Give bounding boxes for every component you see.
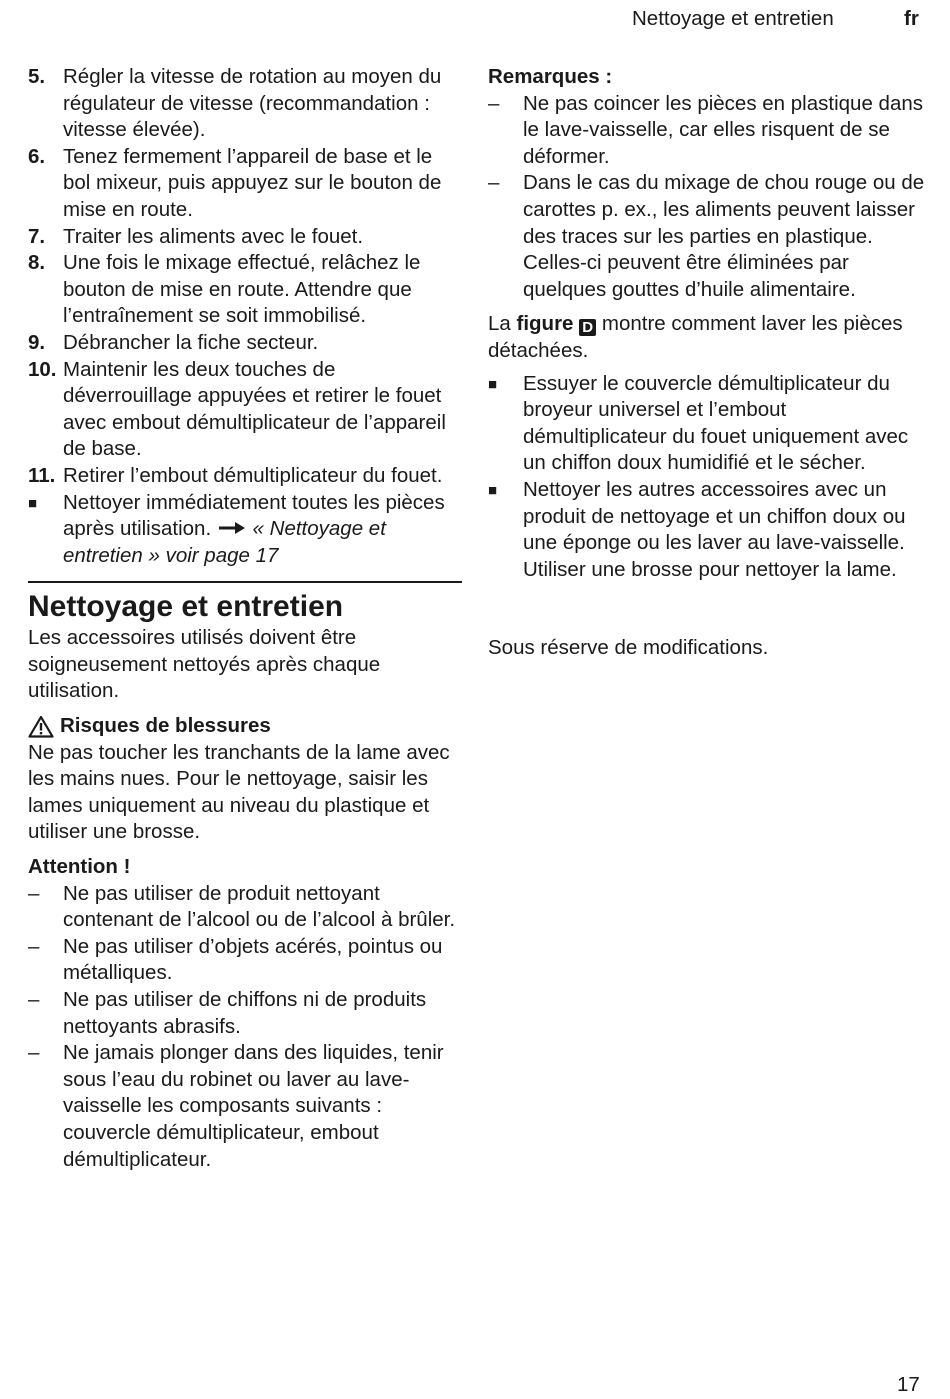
step-text: Maintenir les deux touches de déverrouillage appuyées et retirer le fouet avec embout démultiplicateur de l’appareil de base. xyxy=(63,357,446,461)
step-number: 9. xyxy=(28,330,46,354)
step-item xyxy=(28,357,462,463)
figure-letter-badge: D xyxy=(579,319,596,336)
step-item xyxy=(28,463,462,490)
step-text: Régler la vitesse de rotation au moyen du régulateur de vitesse (recommandation : vitesse élevée). xyxy=(63,65,442,142)
page-number: 17 xyxy=(897,1373,920,1396)
clean-item xyxy=(488,371,928,477)
square-bullet: ■ xyxy=(488,375,498,393)
language-code: fr xyxy=(904,7,919,30)
step-number: 6. xyxy=(28,144,46,168)
clean-step-item xyxy=(28,490,462,570)
attention-item xyxy=(28,987,462,1040)
dash-bullet: – xyxy=(28,934,40,958)
warning-title: Risques de blessures xyxy=(60,714,271,738)
figure-note xyxy=(488,311,928,364)
page-header xyxy=(0,6,950,32)
section-title: Nettoyage et entretien xyxy=(28,590,344,624)
remarks-title: Remarques : xyxy=(488,65,613,88)
attention-list xyxy=(28,881,462,1174)
step-text: Traiter les aliments avec le fouet. xyxy=(63,224,364,248)
dash-bullet: – xyxy=(28,1041,40,1065)
dash-bullet: – xyxy=(28,881,40,905)
warning-heading xyxy=(28,713,462,740)
attention-item xyxy=(28,881,462,934)
right-column xyxy=(488,64,928,662)
left-column xyxy=(28,64,462,1173)
clean-step-text: Nettoyer immédiatement toutes les pièces après utilisation. xyxy=(63,490,445,541)
attention-item-text: Ne pas utiliser de chiffons ni de produits nettoyants abrasifs. xyxy=(63,988,427,1038)
disclaimer-note: Sous réserve de modifications. xyxy=(488,636,769,660)
clean-item-text: Essuyer le couvercle démultiplicateur du broyeur universel et l’embout démultiplicateur du fouet uniquement avec un chiffon doux humidifié et le sécher. xyxy=(523,371,909,475)
dash-bullet: – xyxy=(488,91,500,115)
attention-item xyxy=(28,934,462,987)
step-item xyxy=(28,224,462,251)
step-item xyxy=(28,250,462,330)
step-number: 5. xyxy=(28,65,46,88)
step-number: 11. xyxy=(28,463,56,487)
attention-item-text: Ne pas utiliser d’objets acérés, pointus ou métalliques. xyxy=(63,934,443,985)
remark-item xyxy=(488,170,928,303)
attention-item xyxy=(28,1040,462,1173)
attention-item-text: Ne pas utiliser de produit nettoyant contenant de l’alcool ou de l’alcool à brûler. xyxy=(63,881,456,932)
steps-list xyxy=(28,64,462,569)
step-item xyxy=(28,330,462,357)
remark-text: Dans le cas du mixage de chou rouge ou de carottes p. ex., les aliments peuvent laisser des traces sur les parties en plastique. Celles-ci peuvent être éliminées par quelques gouttes d’huile alimentaire. xyxy=(523,171,925,301)
step-text: Retirer l’embout démultiplicateur du fouet. xyxy=(63,463,443,487)
step-text: Une fois le mixage effectué, relâchez le bouton de mise en route. Attendre que l’entraînement se soit immobilisé. xyxy=(63,251,421,328)
step-number: 8. xyxy=(28,251,46,275)
remark-item xyxy=(488,91,928,171)
figure-word: figure xyxy=(516,312,574,336)
section-divider xyxy=(28,581,462,583)
clean-list xyxy=(488,371,928,584)
figure-note-before: La xyxy=(488,312,511,336)
figure-note-after: montre comment laver les pièces détachées. xyxy=(488,312,903,362)
dash-bullet: – xyxy=(488,171,500,195)
step-number: 10. xyxy=(28,357,57,381)
step-item xyxy=(28,64,462,144)
step-text: Débrancher la fiche secteur. xyxy=(63,330,319,354)
clean-item-text: Nettoyer les autres accessoires avec un produit de nettoyage et un chiffon doux ou une éponge ou les laver au lave-vaisselle. Utiliser une brosse pour nettoyer la lame. xyxy=(523,477,906,581)
square-bullet: ■ xyxy=(488,481,498,499)
step-item xyxy=(28,144,462,224)
arrow-right-icon xyxy=(217,520,247,536)
warning-text: Ne pas toucher les tranchants de la lame avec les mains nues. Pour le nettoyage, saisir les lames uniquement au niveau du plastique et utiliser une brosse. xyxy=(28,740,450,844)
attention-item-text: Ne jamais plonger dans des liquides, tenir sous l’eau du robinet ou laver au lave-vaisselle les composants suivants : couvercle démultiplicateur, embout démultiplicateur. xyxy=(63,1041,444,1171)
running-section-title: Nettoyage et entretien xyxy=(632,7,834,30)
attention-title: Attention ! xyxy=(28,855,131,879)
cross-reference-link[interactable]: « Nettoyage et entretien » voir page 17 xyxy=(63,517,386,567)
warning-triangle-icon xyxy=(28,715,54,738)
square-bullet: ■ xyxy=(28,494,38,512)
remarks-list xyxy=(488,91,928,304)
section-intro: Les accessoires utilisés doivent être soigneusement nettoyés après chaque utilisation. xyxy=(28,626,381,703)
dash-bullet: – xyxy=(28,988,40,1011)
remark-text: Ne pas coincer les pièces en plastique dans le lave-vaisselle, car elles risquent de se déformer. xyxy=(523,91,923,168)
clean-item xyxy=(488,477,928,583)
step-number: 7. xyxy=(28,224,46,248)
step-text: Tenez fermement l’appareil de base et le bol mixeur, puis appuyez sur le bouton de mise en route. xyxy=(63,144,442,221)
